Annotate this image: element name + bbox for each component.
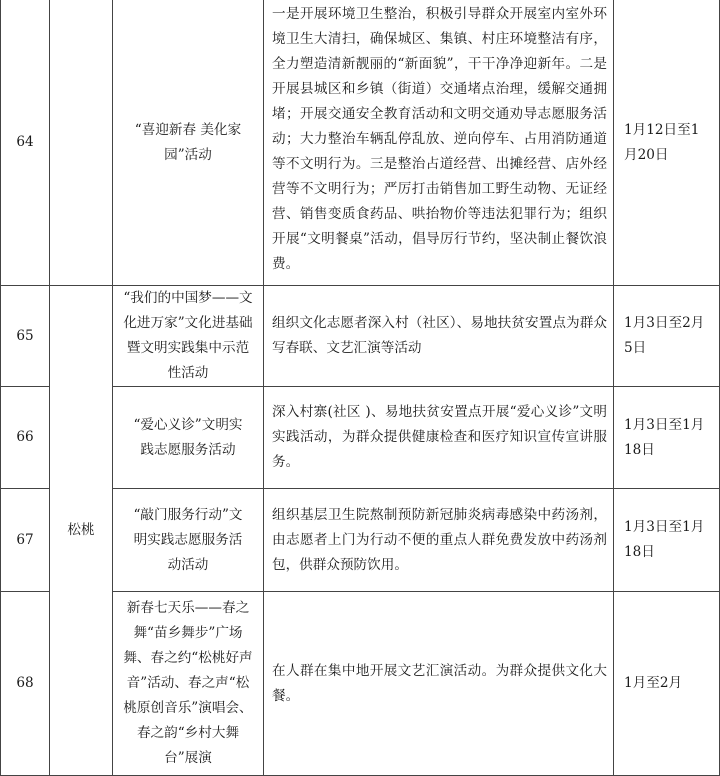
activity-name: “我们的中国梦——文化进万家”文化进基础暨文明实践集中示范性活动 [123,290,253,381]
table-border [613,0,614,776]
activity-time: 1月12日至1月20日 [624,121,700,163]
table-border [112,0,113,776]
activity-name: 新春七天乐——春之舞“苗乡舞步”广场舞、春之约“松桃好声音”活动、春之声“松桃原创音乐”演唱会、春之韵“乡村大舞台”展演 [123,600,253,766]
activity-time: 1月至2月 [624,675,683,691]
activity-name: “敲门服务行动”文明实践志愿服务活动活动 [133,506,243,573]
table-border [0,0,1,776]
activity-content: 深入村寨(社区 )、易地扶贫安置点开展“爱心义诊”文明实践活动，为群众提供健康检查和医疗知识宣传宣讲服务。 [272,404,607,470]
table-border [112,386,720,387]
table-border [0,488,50,489]
activity-content: 组织基层卫生院熬制预防新冠肺炎病毒感染中药汤剂，由志愿者上门为行动不便的重点人群免费发放中药汤剂包，供群众预防饮用。 [272,506,607,573]
activity-content: 组织文化志愿者深入村（社区）、易地扶贫安置点为群众写春联、文艺汇演等活动 [272,315,607,356]
activity-name: “喜迎新春 美化家园”活动 [134,121,242,163]
activity-time: 1月3日至1月18日 [624,519,705,560]
row-number: 67 [16,531,34,548]
table-border [0,386,50,387]
activity-time: 1月3日至1月18日 [624,416,705,458]
activity-name: “爱心义诊”文明实践志愿服务活动 [133,416,243,458]
table-border [112,488,720,489]
row-number: 64 [16,134,34,150]
row-number: 65 [16,327,34,344]
table-border [263,0,264,776]
table-border [0,285,720,286]
activity-time: 1月3日至2月5日 [624,315,705,356]
table-border [49,0,50,776]
table-border [0,591,50,592]
row-number: 68 [16,675,34,691]
activity-content: 在人群在集中地开展文艺汇演活动。为群众提供文化大餐。 [272,662,607,704]
activity-content: 一是开展环境卫生整治，积极引导群众开展室内室外环境卫生大清扫，确保城区、集镇、村庄环境整洁有序，全力塑造清新靓丽的“新面貌”，干干净净迎新年。二是开展县城区和乡镇（街道）交通堵点治理，缓解交通拥堵；开展交通安全教育活动和文明交通劝导志愿服务活动；大力整治车辆乱停乱放、逆向停车、占用消防通道等不文明行为。三是整治占道经营、出摊经营、店外经营等不文明行为；严厉打击销售加工野生动物、无证经营、销售变质食药品、哄抬物价等违法犯罪行为；组织开展“文明餐桌”活动，倡导厉行节约，坚决制止餐饮浪费。 [272,6,607,272]
row-number: 66 [16,429,34,445]
region-label: 松桃 [67,522,95,538]
table-border [112,591,720,592]
